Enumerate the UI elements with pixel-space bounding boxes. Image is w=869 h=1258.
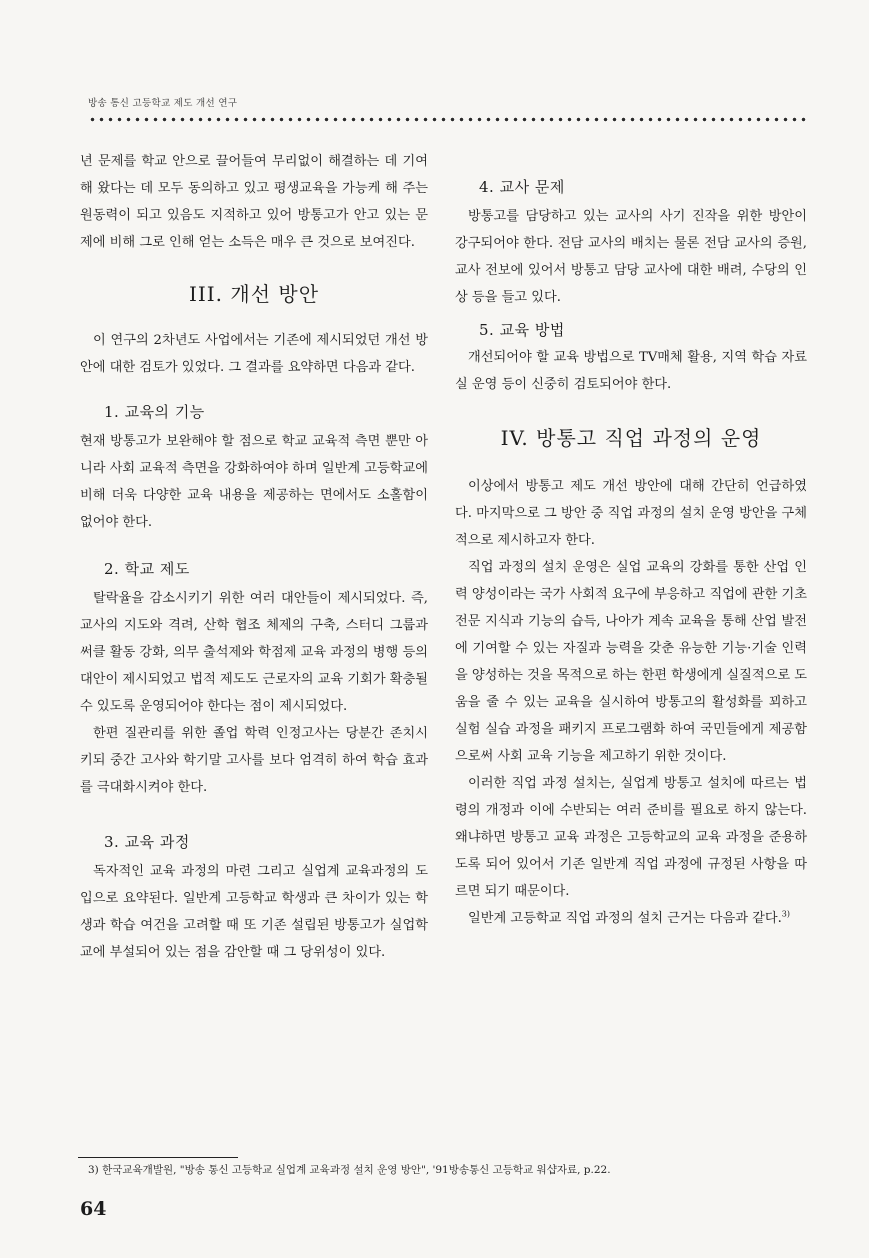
footnote-rule bbox=[78, 1157, 238, 1158]
section-3-text: 독자적인 교육 과정의 마련 그리고 실업계 교육과정의 도입으로 요약된다. 일반계 고등학교 학생과 큰 차이가 있는 학생과 학습 여건을 고려할 때 또 기존 설립된 방통고가 실업학교에 부설되어 있는 점을 감안할 때 그 당위성이 있다. bbox=[80, 864, 428, 960]
section-3-title: 3. 교육 과정 bbox=[104, 833, 190, 851]
chapter-4-text-4 bbox=[455, 905, 807, 932]
section-1-title: 1. 교육의 기능 bbox=[104, 403, 205, 421]
section-1-text: 현재 방통고가 보완해야 할 점으로 학교 교육적 측면 뿐만 아니라 사회 교육적 측면을 강화하여야 하며 일반계 고등학교에 비해 더욱 다양한 교육 내용을 제공하는 면에서도 소홀함이 없어야 한다. bbox=[80, 434, 428, 530]
chapter-4-text-3: 이러한 직업 과정 설치는, 실업계 방통고 설치에 따르는 법령의 개정과 이에 수반되는 여러 준비를 필요로 하지 않는다. 왜냐하면 방통고 교육 과정은 고등학교의 교육 과정을 준용하도록 되어 있어서 기존 일반계 직업 과정에 규정된 사항을 따르면 되기 때문이다. bbox=[455, 776, 807, 899]
section-4-text: 방통고를 담당하고 있는 교사의 사기 진작을 위한 방안이 강구되어야 한다. 전담 교사의 배치는 물론 전담 교사의 증원, 교사 전보에 있어서 방통고 담당 교사에 대한 배려, 수당의 인상 등을 들고 있다. bbox=[455, 209, 807, 305]
chapter-4-text-1: 이상에서 방통고 제도 개선 방안에 대해 간단히 언급하였다. 마지막으로 그 방안 중 직업 과정의 설치 운영 방안을 구체적으로 제시하고자 한다. bbox=[455, 479, 807, 548]
page-number: 64 bbox=[80, 1198, 107, 1220]
intro-paragraph: 년 문제를 학교 안으로 끌어들여 무리없이 해결하는 데 기여해 왔다는 데 모두 동의하고 있고 평생교육을 가능케 해 주는 원동력이 되고 있음도 지적하고 있어 방통고가 안고 있는 문제에 비해 그로 인해 얻는 소득은 매우 큰 것으로 보여진다. bbox=[80, 154, 428, 250]
running-head-title: 방송 통신 고등학교 제도 개선 연구 bbox=[88, 98, 238, 109]
chapter-4-text-4-body: 일반계 고등학교 직업 과정의 설치 근거는 다음과 같다. bbox=[468, 911, 782, 926]
chapter-3-title: III. 개선 방안 bbox=[188, 282, 320, 306]
right-column bbox=[455, 148, 807, 932]
section-5-text: 개선되어야 할 교육 방법으로 TV매체 활용, 지역 학습 자료실 운영 등이 신중히 검토되어야 한다. bbox=[455, 350, 807, 392]
section-2-title: 2. 학교 제도 bbox=[104, 560, 190, 578]
footnote-3: 3) 한국교육개발원, "방송 통신 고등학교 실업계 교육과정 설치 운영 방안", '91방송통신 고등학교 워샵자료, p.22. bbox=[88, 1164, 611, 1176]
chapter-4-title: IV. 방통고 직업 과정의 운영 bbox=[500, 426, 762, 450]
header-dotted-rule bbox=[88, 116, 808, 123]
chapter-4-text-2: 직업 과정의 설치 운영은 실업 교육의 강화를 통한 산업 인력 양성이라는 국가 사회적 요구에 부응하고 직업에 관한 기초 전문 지식과 기능의 습득, 나아가 계속 교육을 통해 산업 발전에 기여할 수 있는 자질과 능력을 갖춘 유능한 기능·기술 인력을 양성하는 것을 목적으로 하는 한편 학생에게 실질적으로 도움을 줄 수 있는 교육을 실시하여 방통고의 활성화를 꾀하고 실험 실습 과정을 패키지 프로그램화 하여 국민들에게 제공함으로써 사회 교육 기능을 제고하기 위한 것이다. bbox=[455, 560, 808, 764]
left-column bbox=[80, 148, 428, 966]
section-2-text-1: 탈락율을 감소시키기 위한 여러 대안들이 제시되었다. 즉, 교사의 지도와 격려, 산학 협조 체제의 구축, 스터디 그룹과 써클 활동 강화, 의무 출석제와 학점제 교육 과정의 병행 등의 대안이 제시되었고 법적 제도도 근로자의 교육 기회가 확충될 수 있도록 운영되어야 한다는 점이 제시되었다. bbox=[80, 591, 428, 714]
section-4-title: 4. 교사 문제 bbox=[479, 178, 565, 196]
chapter-3-intro: 이 연구의 2차년도 사업에서는 기존에 제시되었던 개선 방안에 대한 검토가 있었다. 그 결과를 요약하면 다음과 같다. bbox=[80, 333, 428, 375]
section-5-title: 5. 교육 방법 bbox=[479, 321, 565, 339]
footnote-reference-mark: 3) bbox=[781, 909, 791, 919]
section-2-text-2: 한편 질관리를 위한 졸업 학력 인정고사는 당분간 존치시키되 중간 고사와 학기말 고사를 보다 엄격히 하여 학습 효과를 극대화시켜야 한다. bbox=[80, 726, 428, 795]
